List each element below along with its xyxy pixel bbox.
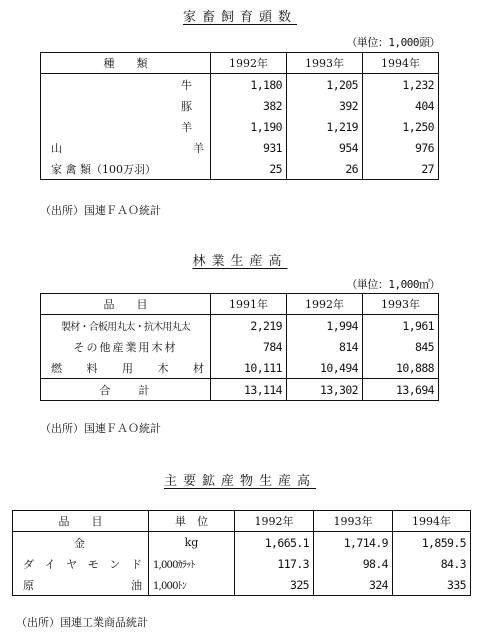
table-row [41,74,439,96]
cell-value: 1,994 [287,315,363,337]
column-header: 1993年 [314,511,393,532]
livestock-unit: （単位：1,000頭） [346,36,440,49]
column-header: 1992年 [235,511,314,532]
column-header: 1994年 [363,53,439,74]
table-row [13,574,471,596]
table-header-row [41,294,439,315]
column-header: 1993年 [287,53,363,74]
cell-value: 84.3 [393,553,471,574]
cell-value: 382 [211,95,287,116]
cell-value: 25 [211,158,287,180]
row-label: その他産業用木材 [41,336,211,357]
cell-value: 931 [211,137,287,158]
cell-value: 13,114 [211,379,287,401]
cell-value: 98.4 [314,553,393,574]
row-label: 家 禽 類（100万羽） [41,158,211,180]
cell-value: 117.3 [235,553,314,574]
cell-value: 1,219 [287,116,363,137]
livestock-source: （出所）国連ＦＡＯ統計 [40,204,161,217]
cell-value: 13,694 [363,379,439,401]
livestock-table [40,52,439,180]
cell-value: 1,961 [363,315,439,337]
cell-value: 13,302 [287,379,363,401]
column-header: 単 位 [149,511,235,532]
row-label: 豚 [41,95,211,116]
column-header: 1994年 [393,511,471,532]
row-label: 製材・合板用丸太・抗木用丸太 [41,315,211,337]
forestry-source: （出所）国連ＦＡＯ統計 [40,422,161,435]
table-row [41,137,439,158]
row-label: 山 羊 [41,137,211,158]
cell-value: 392 [287,95,363,116]
table-row [41,315,439,337]
cell-value: 2,219 [211,315,287,337]
table-total-row [41,379,439,401]
column-header: 品 目 [13,511,149,532]
row-label: 羊 [41,116,211,137]
row-label: ダイヤモンド [13,553,149,574]
forestry-unit: （単位：1,000㎥） [346,278,440,291]
row-label: 合 計 [41,379,211,401]
column-header: 1992年 [211,53,287,74]
cell-value: 325 [235,574,314,596]
cell-value: 324 [314,574,393,596]
column-header: 品 目 [41,294,211,315]
cell-value: 814 [287,336,363,357]
table-row [41,357,439,379]
cell-value: 404 [363,95,439,116]
cell-value: 1,714.9 [314,532,393,554]
minerals-table [12,510,471,596]
row-label: 燃料用木材 [41,357,211,379]
column-header: 1993年 [363,294,439,315]
table-row [13,553,471,574]
column-header: 1992年 [287,294,363,315]
table-row [41,336,439,357]
cell-value: 954 [287,137,363,158]
cell-value: 1,665.1 [235,532,314,554]
table-row [41,158,439,180]
cell-value: 27 [363,158,439,180]
cell-value: 1,232 [363,74,439,96]
row-label: 原 油 [13,574,149,596]
minerals-title: 主要鉱産物生産高 [163,474,316,489]
cell-value: 1,250 [363,116,439,137]
cell-unit: 1,000ｶﾗｯﾄ [149,553,235,574]
row-label: 金 [13,532,149,554]
table-row [41,116,439,137]
cell-value: 1,859.5 [393,532,471,554]
cell-value: 10,888 [363,357,439,379]
cell-value: 1,180 [211,74,287,96]
cell-value: 10,494 [287,357,363,379]
cell-value: 26 [287,158,363,180]
cell-unit: 1,000ﾄﾝ [149,574,235,596]
forestry-table [40,293,439,401]
column-header: 種 類 [41,53,211,74]
table-header-row [13,511,471,532]
cell-value: 1,205 [287,74,363,96]
column-header: 1991年 [211,294,287,315]
cell-value: 335 [393,574,471,596]
cell-value: 10,111 [211,357,287,379]
table-row [41,95,439,116]
livestock-title: 家畜飼育頭数 [182,10,297,25]
minerals-source: （出所）国連工業商品統計 [16,616,148,629]
row-label: 牛 [41,74,211,96]
cell-value: 845 [363,336,439,357]
cell-value: 976 [363,137,439,158]
cell-value: 1,190 [211,116,287,137]
cell-unit: kg [149,532,235,554]
forestry-title: 林業生産高 [192,254,288,269]
table-row [13,532,471,554]
table-header-row [41,53,439,74]
cell-value: 784 [211,336,287,357]
